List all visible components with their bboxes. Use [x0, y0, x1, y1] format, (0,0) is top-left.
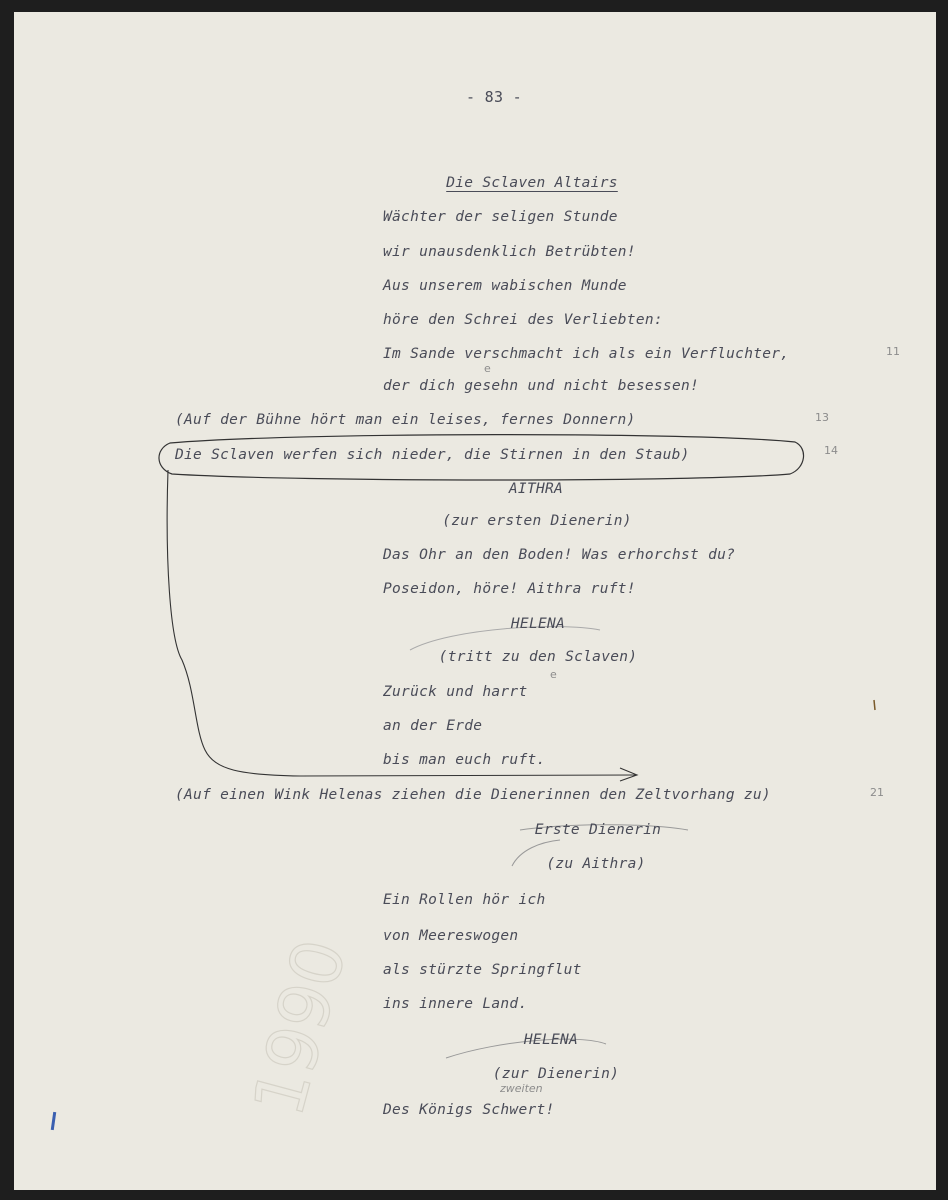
verse-line: Des Königs Schwert!	[383, 1102, 555, 1118]
stage-direction: (tritt zu den Sclaven)	[438, 649, 638, 665]
stage-direction: (zur Dienerin)	[492, 1066, 620, 1082]
speaker-name: HELENA	[523, 1032, 579, 1048]
verse-line: Poseidon, höre! Aithra ruft!	[383, 581, 636, 597]
stage-direction: (Auf einen Wink Helenas ziehen die Dienerinnen den Zeltvorhang zu)	[175, 787, 771, 803]
verse-line: Ein Rollen hör ich	[383, 892, 546, 908]
pencil-correction: zweiten	[500, 1082, 543, 1095]
margin-number: 14	[824, 444, 838, 457]
speaker-name: Erste Dienerin	[534, 822, 662, 838]
stage-direction: (Auf der Bühne hört man ein leises, fernes Donnern)	[175, 412, 636, 428]
stage-direction: (zur ersten Dienerin)	[442, 513, 632, 529]
margin-number: 11	[886, 345, 900, 358]
verse-line: ins innere Land.	[383, 996, 528, 1012]
verse-line: Zurück und harrt	[383, 684, 528, 700]
verse-line: Im Sande verschmacht ich als ein Verfluchter,	[383, 346, 790, 362]
verse-line: Das Ohr an den Boden! Was erhorchst du?	[383, 547, 736, 563]
verse-line: der dich gesehn und nicht besessen!	[383, 378, 700, 394]
margin-number: 13	[815, 411, 829, 424]
verse-line: Aus unserem wabischen Munde	[383, 278, 627, 294]
pencil-correction: e	[484, 362, 491, 375]
speaker-name: HELENA	[510, 616, 566, 632]
page-number: - 83 -	[466, 88, 522, 106]
stage-direction: (zu Aithra)	[546, 856, 646, 872]
pencil-swoosh-icon	[410, 627, 600, 650]
speaker-name: AITHRA	[508, 481, 564, 497]
margin-number: 21	[870, 786, 884, 799]
speaker-heading: Die Sclaven Altairs	[446, 175, 618, 191]
svg-text:1990: 1990	[237, 931, 363, 1125]
verse-line: an der Erde	[383, 718, 483, 734]
stage-direction: Die Sclaven werfen sich nieder, die Stirnen in den Staub)	[175, 447, 690, 463]
verse-line: von Meereswogen	[383, 928, 519, 944]
verse-line: als stürzte Springflut	[383, 962, 582, 978]
pencil-correction: e	[550, 668, 557, 681]
verse-line: höre den Schrei des Verliebten:	[383, 312, 663, 328]
verse-line: bis man euch ruft.	[383, 752, 546, 768]
verse-line: wir unausdenklich Betrübten!	[383, 244, 636, 260]
verse-line: Wächter der seligen Stunde	[383, 209, 618, 225]
